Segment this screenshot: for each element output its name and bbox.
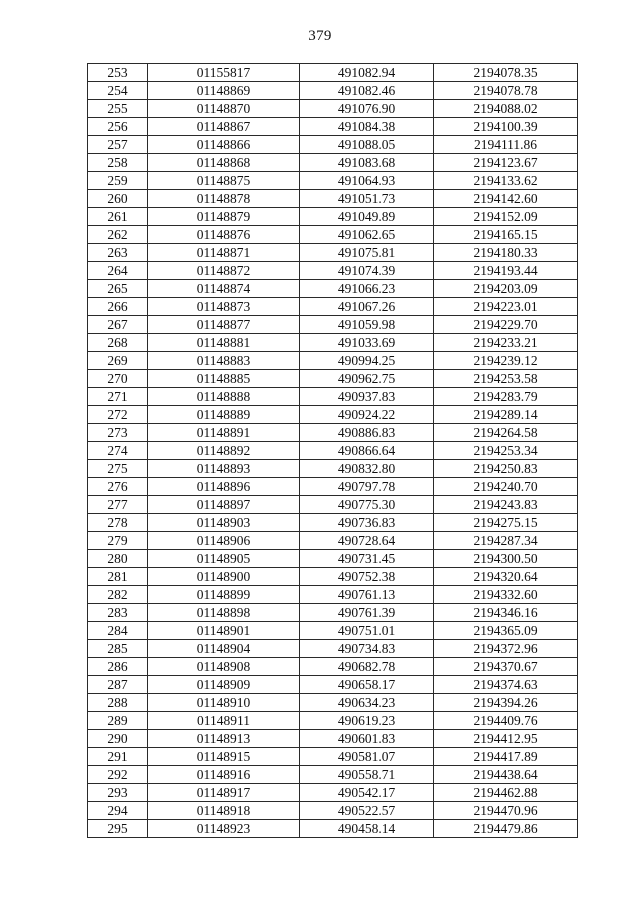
table-row	[88, 784, 578, 802]
x-coordinate-cell: 490619.23	[300, 712, 434, 730]
row-number-cell: 281	[88, 568, 148, 586]
row-number-cell: 265	[88, 280, 148, 298]
table-row	[88, 820, 578, 838]
point-id-cell: 01148918	[148, 802, 300, 820]
y-coordinate-cell: 2194233.21	[434, 334, 578, 352]
table-row	[88, 388, 578, 406]
x-coordinate-cell: 490797.78	[300, 478, 434, 496]
row-number-cell: 260	[88, 190, 148, 208]
point-id-cell: 01148923	[148, 820, 300, 838]
point-id-cell: 01148911	[148, 712, 300, 730]
y-coordinate-cell: 2194133.62	[434, 172, 578, 190]
table-row	[88, 550, 578, 568]
row-number-cell: 280	[88, 550, 148, 568]
x-coordinate-cell: 490761.39	[300, 604, 434, 622]
coordinates-table-body	[88, 64, 578, 838]
table-row	[88, 352, 578, 370]
point-id-cell: 01148885	[148, 370, 300, 388]
point-id-cell: 01148888	[148, 388, 300, 406]
x-coordinate-cell: 490775.30	[300, 496, 434, 514]
y-coordinate-cell: 2194142.60	[434, 190, 578, 208]
table-row	[88, 136, 578, 154]
y-coordinate-cell: 2194409.76	[434, 712, 578, 730]
table-row	[88, 64, 578, 82]
x-coordinate-cell: 490761.13	[300, 586, 434, 604]
y-coordinate-cell: 2194470.96	[434, 802, 578, 820]
y-coordinate-cell: 2194253.34	[434, 442, 578, 460]
point-id-cell: 01148866	[148, 136, 300, 154]
table-row	[88, 676, 578, 694]
row-number-cell: 258	[88, 154, 148, 172]
row-number-cell: 293	[88, 784, 148, 802]
row-number-cell: 290	[88, 730, 148, 748]
row-number-cell: 287	[88, 676, 148, 694]
point-id-cell: 01148913	[148, 730, 300, 748]
x-coordinate-cell: 491082.94	[300, 64, 434, 82]
table-row	[88, 622, 578, 640]
y-coordinate-cell: 2194078.78	[434, 82, 578, 100]
table-row	[88, 496, 578, 514]
row-number-cell: 267	[88, 316, 148, 334]
y-coordinate-cell: 2194372.96	[434, 640, 578, 658]
point-id-cell: 01148868	[148, 154, 300, 172]
x-coordinate-cell: 491064.93	[300, 172, 434, 190]
y-coordinate-cell: 2194287.34	[434, 532, 578, 550]
point-id-cell: 01148878	[148, 190, 300, 208]
row-number-cell: 254	[88, 82, 148, 100]
table-row	[88, 262, 578, 280]
y-coordinate-cell: 2194320.64	[434, 568, 578, 586]
point-id-cell: 01148901	[148, 622, 300, 640]
row-number-cell: 262	[88, 226, 148, 244]
point-id-cell: 01148908	[148, 658, 300, 676]
row-number-cell: 255	[88, 100, 148, 118]
y-coordinate-cell: 2194365.09	[434, 622, 578, 640]
table-row	[88, 568, 578, 586]
point-id-cell: 01148899	[148, 586, 300, 604]
point-id-cell: 01148915	[148, 748, 300, 766]
row-number-cell: 277	[88, 496, 148, 514]
x-coordinate-cell: 490752.38	[300, 568, 434, 586]
table-row	[88, 586, 578, 604]
point-id-cell: 01148867	[148, 118, 300, 136]
table-row	[88, 154, 578, 172]
row-number-cell: 291	[88, 748, 148, 766]
row-number-cell: 269	[88, 352, 148, 370]
table-row	[88, 172, 578, 190]
x-coordinate-cell: 490522.57	[300, 802, 434, 820]
x-coordinate-cell: 491088.05	[300, 136, 434, 154]
point-id-cell: 01148903	[148, 514, 300, 532]
row-number-cell: 268	[88, 334, 148, 352]
x-coordinate-cell: 491051.73	[300, 190, 434, 208]
x-coordinate-cell: 490458.14	[300, 820, 434, 838]
table-row	[88, 478, 578, 496]
x-coordinate-cell: 490581.07	[300, 748, 434, 766]
x-coordinate-cell: 490601.83	[300, 730, 434, 748]
x-coordinate-cell: 490994.25	[300, 352, 434, 370]
row-number-cell: 278	[88, 514, 148, 532]
y-coordinate-cell: 2194346.16	[434, 604, 578, 622]
table-row	[88, 208, 578, 226]
x-coordinate-cell: 490558.71	[300, 766, 434, 784]
y-coordinate-cell: 2194462.88	[434, 784, 578, 802]
y-coordinate-cell: 2194229.70	[434, 316, 578, 334]
point-id-cell: 01148896	[148, 478, 300, 496]
point-id-cell: 01148883	[148, 352, 300, 370]
row-number-cell: 271	[88, 388, 148, 406]
y-coordinate-cell: 2194332.60	[434, 586, 578, 604]
point-id-cell: 01148897	[148, 496, 300, 514]
x-coordinate-cell: 491067.26	[300, 298, 434, 316]
row-number-cell: 292	[88, 766, 148, 784]
point-id-cell: 01148891	[148, 424, 300, 442]
row-number-cell: 263	[88, 244, 148, 262]
y-coordinate-cell: 2194253.58	[434, 370, 578, 388]
row-number-cell: 279	[88, 532, 148, 550]
row-number-cell: 295	[88, 820, 148, 838]
point-id-cell: 01148877	[148, 316, 300, 334]
table-row	[88, 748, 578, 766]
y-coordinate-cell: 2194078.35	[434, 64, 578, 82]
point-id-cell: 01148881	[148, 334, 300, 352]
row-number-cell: 282	[88, 586, 148, 604]
table-row	[88, 334, 578, 352]
x-coordinate-cell: 491059.98	[300, 316, 434, 334]
row-number-cell: 270	[88, 370, 148, 388]
y-coordinate-cell: 2194417.89	[434, 748, 578, 766]
point-id-cell: 01148910	[148, 694, 300, 712]
point-id-cell: 01155817	[148, 64, 300, 82]
point-id-cell: 01148892	[148, 442, 300, 460]
x-coordinate-cell: 490832.80	[300, 460, 434, 478]
y-coordinate-cell: 2194283.79	[434, 388, 578, 406]
x-coordinate-cell: 490731.45	[300, 550, 434, 568]
x-coordinate-cell: 490751.01	[300, 622, 434, 640]
y-coordinate-cell: 2194438.64	[434, 766, 578, 784]
y-coordinate-cell: 2194394.26	[434, 694, 578, 712]
x-coordinate-cell: 491083.68	[300, 154, 434, 172]
table-row	[88, 424, 578, 442]
row-number-cell: 285	[88, 640, 148, 658]
table-row	[88, 532, 578, 550]
x-coordinate-cell: 490658.17	[300, 676, 434, 694]
point-id-cell: 01148906	[148, 532, 300, 550]
point-id-cell: 01148870	[148, 100, 300, 118]
x-coordinate-cell: 491074.39	[300, 262, 434, 280]
table-row	[88, 766, 578, 784]
row-number-cell: 256	[88, 118, 148, 136]
y-coordinate-cell: 2194264.58	[434, 424, 578, 442]
y-coordinate-cell: 2194223.01	[434, 298, 578, 316]
point-id-cell: 01148889	[148, 406, 300, 424]
point-id-cell: 01148900	[148, 568, 300, 586]
table-row	[88, 244, 578, 262]
point-id-cell: 01148869	[148, 82, 300, 100]
x-coordinate-cell: 490734.83	[300, 640, 434, 658]
x-coordinate-cell: 490937.83	[300, 388, 434, 406]
table-row	[88, 640, 578, 658]
table-row	[88, 802, 578, 820]
x-coordinate-cell: 491084.38	[300, 118, 434, 136]
x-coordinate-cell: 491082.46	[300, 82, 434, 100]
x-coordinate-cell: 491076.90	[300, 100, 434, 118]
point-id-cell: 01148876	[148, 226, 300, 244]
y-coordinate-cell: 2194100.39	[434, 118, 578, 136]
y-coordinate-cell: 2194243.83	[434, 496, 578, 514]
point-id-cell: 01148916	[148, 766, 300, 784]
y-coordinate-cell: 2194088.02	[434, 100, 578, 118]
row-number-cell: 276	[88, 478, 148, 496]
point-id-cell: 01148917	[148, 784, 300, 802]
table-row	[88, 190, 578, 208]
x-coordinate-cell: 490924.22	[300, 406, 434, 424]
y-coordinate-cell: 2194289.14	[434, 406, 578, 424]
x-coordinate-cell: 491066.23	[300, 280, 434, 298]
table-row	[88, 82, 578, 100]
table-row	[88, 442, 578, 460]
y-coordinate-cell: 2194111.86	[434, 136, 578, 154]
x-coordinate-cell: 491049.89	[300, 208, 434, 226]
row-number-cell: 286	[88, 658, 148, 676]
page-number: 379	[308, 28, 332, 44]
x-coordinate-cell: 490682.78	[300, 658, 434, 676]
y-coordinate-cell: 2194123.67	[434, 154, 578, 172]
y-coordinate-cell: 2194275.15	[434, 514, 578, 532]
y-coordinate-cell: 2194240.70	[434, 478, 578, 496]
point-id-cell: 01148872	[148, 262, 300, 280]
row-number-cell: 283	[88, 604, 148, 622]
table-row	[88, 118, 578, 136]
x-coordinate-cell: 491033.69	[300, 334, 434, 352]
table-row	[88, 514, 578, 532]
table-row	[88, 226, 578, 244]
row-number-cell: 266	[88, 298, 148, 316]
point-id-cell: 01148871	[148, 244, 300, 262]
point-id-cell: 01148905	[148, 550, 300, 568]
y-coordinate-cell: 2194300.50	[434, 550, 578, 568]
row-number-cell: 261	[88, 208, 148, 226]
table-row	[88, 298, 578, 316]
x-coordinate-cell: 490634.23	[300, 694, 434, 712]
point-id-cell: 01148893	[148, 460, 300, 478]
x-coordinate-cell: 490962.75	[300, 370, 434, 388]
x-coordinate-cell: 491062.65	[300, 226, 434, 244]
table-row	[88, 658, 578, 676]
table-row	[88, 100, 578, 118]
y-coordinate-cell: 2194479.86	[434, 820, 578, 838]
coordinates-table	[87, 63, 578, 838]
row-number-cell: 284	[88, 622, 148, 640]
row-number-cell: 253	[88, 64, 148, 82]
x-coordinate-cell: 490728.64	[300, 532, 434, 550]
y-coordinate-cell: 2194374.63	[434, 676, 578, 694]
x-coordinate-cell: 490886.83	[300, 424, 434, 442]
y-coordinate-cell: 2194152.09	[434, 208, 578, 226]
row-number-cell: 275	[88, 460, 148, 478]
row-number-cell: 274	[88, 442, 148, 460]
row-number-cell: 259	[88, 172, 148, 190]
point-id-cell: 01148904	[148, 640, 300, 658]
y-coordinate-cell: 2194165.15	[434, 226, 578, 244]
y-coordinate-cell: 2194203.09	[434, 280, 578, 298]
table-row	[88, 712, 578, 730]
row-number-cell: 288	[88, 694, 148, 712]
table-row	[88, 694, 578, 712]
point-id-cell: 01148874	[148, 280, 300, 298]
y-coordinate-cell: 2194250.83	[434, 460, 578, 478]
x-coordinate-cell: 490866.64	[300, 442, 434, 460]
table-row	[88, 280, 578, 298]
x-coordinate-cell: 491075.81	[300, 244, 434, 262]
table-row	[88, 730, 578, 748]
x-coordinate-cell: 490542.17	[300, 784, 434, 802]
table-row	[88, 406, 578, 424]
table-row	[88, 370, 578, 388]
row-number-cell: 289	[88, 712, 148, 730]
point-id-cell: 01148879	[148, 208, 300, 226]
row-number-cell: 264	[88, 262, 148, 280]
point-id-cell: 01148898	[148, 604, 300, 622]
y-coordinate-cell: 2194412.95	[434, 730, 578, 748]
row-number-cell: 273	[88, 424, 148, 442]
y-coordinate-cell: 2194370.67	[434, 658, 578, 676]
point-id-cell: 01148873	[148, 298, 300, 316]
x-coordinate-cell: 490736.83	[300, 514, 434, 532]
row-number-cell: 257	[88, 136, 148, 154]
row-number-cell: 294	[88, 802, 148, 820]
point-id-cell: 01148909	[148, 676, 300, 694]
y-coordinate-cell: 2194180.33	[434, 244, 578, 262]
table-row	[88, 316, 578, 334]
table-row	[88, 460, 578, 478]
y-coordinate-cell: 2194239.12	[434, 352, 578, 370]
y-coordinate-cell: 2194193.44	[434, 262, 578, 280]
row-number-cell: 272	[88, 406, 148, 424]
table-row	[88, 604, 578, 622]
point-id-cell: 01148875	[148, 172, 300, 190]
